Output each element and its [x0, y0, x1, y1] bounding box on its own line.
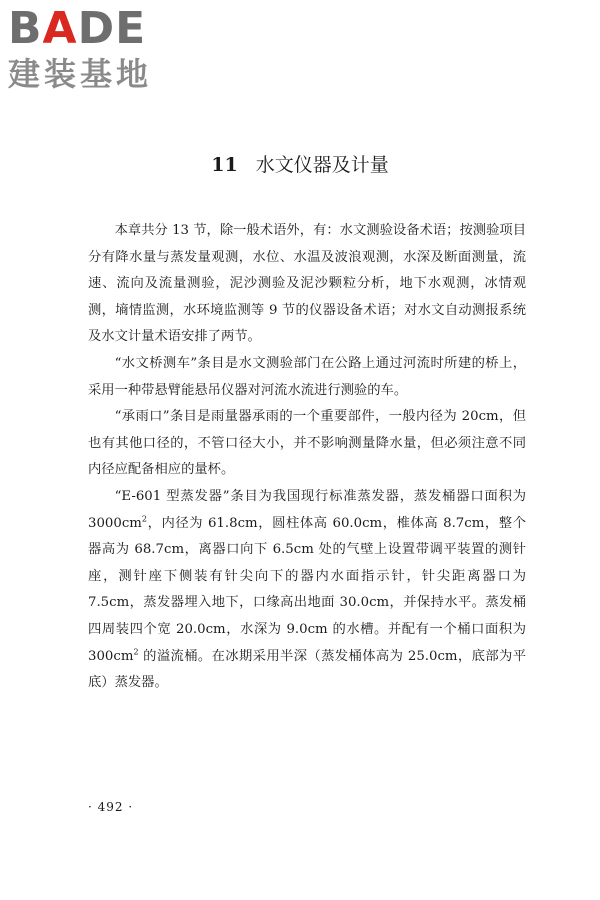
superscript-2: 2	[133, 647, 139, 657]
logo-letters-de: DE	[77, 3, 147, 54]
e601-text-b: ，内径为 61.8cm，圆柱体高 60.0cm，椎体高 8.7cm，整个器高为 68.7cm，离器口向下 6.5cm 处的气壁上设置带调平装置的测针座，测针座下侧装有针尖向下的器内水面指示针，针尖距离器口为 7.5cm，蒸发器埋入地下，口缘高出地面 30.0cm，并保持水平。蒸发桶四周装四个宽 20.0cm，水深为 9.0cm 的水槽。并配有一个桶口面积为 300cm	[88, 515, 526, 664]
chapter-title	[0, 150, 600, 177]
logo-letter-a: A	[42, 3, 78, 54]
paragraph-rain-collector: “承雨口”条目是雨量器承雨的一个重要部件，一般内径为 20cm，但也有其他口径的，不管口径大小，并不影响测量降水量，但必须注意不同内径应配备相应的量杯。	[88, 409, 526, 478]
e601-text-a: “E-601 型蒸发器”条目为我国现行标准蒸发器，蒸发桶器口面积为 3000cm	[88, 488, 526, 531]
paragraph-e601-evaporator	[88, 484, 526, 697]
chapter-title-text: 水文仪器及计量	[255, 154, 389, 176]
logo-wordmark	[8, 4, 178, 54]
e601-text-c: 的溢流桶。在冰期采用半深（蒸发桶体高为 25.0cm，底部为平底）蒸发器。	[88, 648, 526, 691]
page-number: · 492 ·	[88, 800, 134, 814]
logo-letter-b: B	[8, 3, 43, 54]
chapter-number: 11	[211, 154, 238, 176]
logo-subtitle: 建装基地	[8, 55, 153, 93]
body-text	[88, 218, 526, 697]
paragraph-bridge-vehicle: “水文桥测车”条目是水文测验部门在公路上通过河流时所建的桥上，采用一种带悬臂能悬吊仪器对河流水流进行测验的车。	[88, 355, 526, 398]
paragraph-intro: 本章共分 13 节，除一般术语外，有：水文测验设备术语；按测验项目分有降水量与蒸发量观测，水位、水温及波浪观测，水深及断面测量，流速、流向及流量测验，泥沙测验及泥沙颗粒分析，地下水观测，冰情观测，墒情监测，水环境监测等 9 节的仪器设备术语；对水文自动测报系统及水文计量术语安排了两节。	[88, 223, 526, 345]
superscript-2: 2	[141, 514, 147, 524]
bade-logo	[8, 4, 178, 92]
